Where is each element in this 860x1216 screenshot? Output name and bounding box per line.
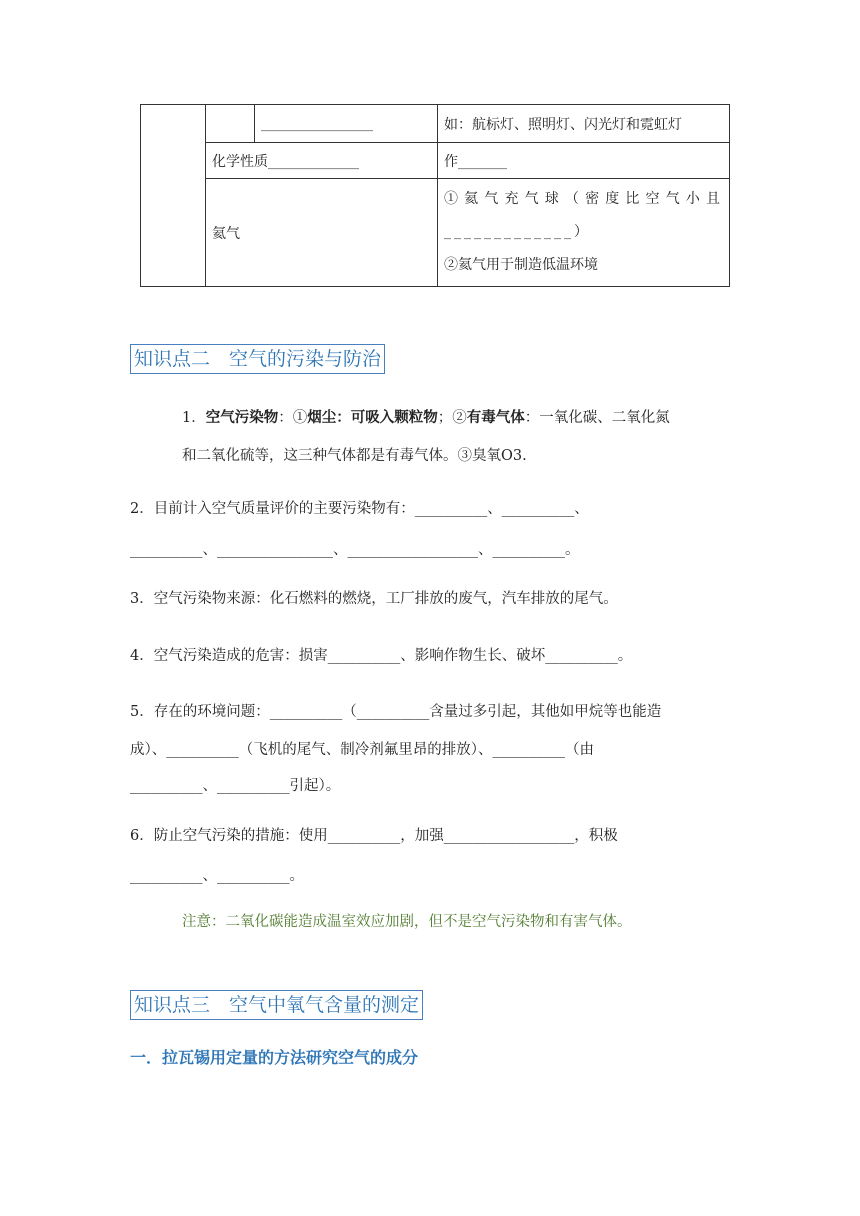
paragraph-line: __________、__________。 [130,868,304,884]
text: ：一氧化碳、二氧化氮 [524,410,670,426]
section-title: 知识点三 空气中氧气含量的测定 [130,990,423,1020]
paragraph-line: 成）、__________（飞机的尾气、制冷剂氟里昂的排放）、__________（由 [130,742,594,758]
bold-term: 空气污染物 [205,410,279,426]
table-cell: 化学性质_____________ [206,143,438,179]
paragraph-line: 5．存在的环境问题：__________（__________含量过多引起，其他如甲烷等也能造 [130,704,662,720]
text: ：① [278,410,308,426]
bold-term: 有毒气体 [466,410,525,426]
table-cell [141,105,206,287]
table-cell [206,105,255,143]
table-cell [438,179,730,287]
table-cell: 作_______ [438,143,730,179]
table-cell-line: ②氦气用于制造低温环境 [444,257,598,273]
paragraph-line: 3．空气污染物来源：化石燃料的燃烧，工厂排放的废气，汽车排放的尾气。 [130,591,618,607]
table-cell-line: ①氦气充气球（密度比空气小且_____________） [444,191,723,240]
properties-table [140,104,730,287]
subheading: 一．拉瓦锡用定量的方法研究空气的成分 [130,1048,419,1067]
paragraph-line: 2．目前计入空气质量评价的主要污染物有：__________、__________、 [130,501,589,517]
text: ；② [437,410,467,426]
note: 注意：二氧化碳能造成温室效应加剧，但不是空气污染物和有害气体。 [182,914,632,930]
paragraph-line [182,406,670,427]
paragraph-number: 1． [182,410,206,426]
table-cell: 如：航标灯、照明灯、闪光灯和霓虹灯 [438,105,730,143]
paragraph-line: 4．空气污染造成的危害：损害__________、影响作物生长、破坏__________。 [130,648,633,664]
table-cell: 氦气 [206,179,438,287]
paragraph-line: 和二氧化硫等，这三种气体都是有毒气体。③臭氧O3. [182,448,527,464]
bold-term: 烟尘：可吸入颗粒物 [307,410,438,426]
paragraph-line: __________、________________、__________________、__________。 [130,542,580,558]
paragraph-line: 6．防止空气污染的措施：使用__________，加强__________________，积极 [130,828,618,844]
section-title: 知识点二 空气的污染与防治 [130,344,385,374]
paragraph-line: __________、__________引起）。 [130,778,341,794]
table-cell: ________________ [255,105,438,143]
